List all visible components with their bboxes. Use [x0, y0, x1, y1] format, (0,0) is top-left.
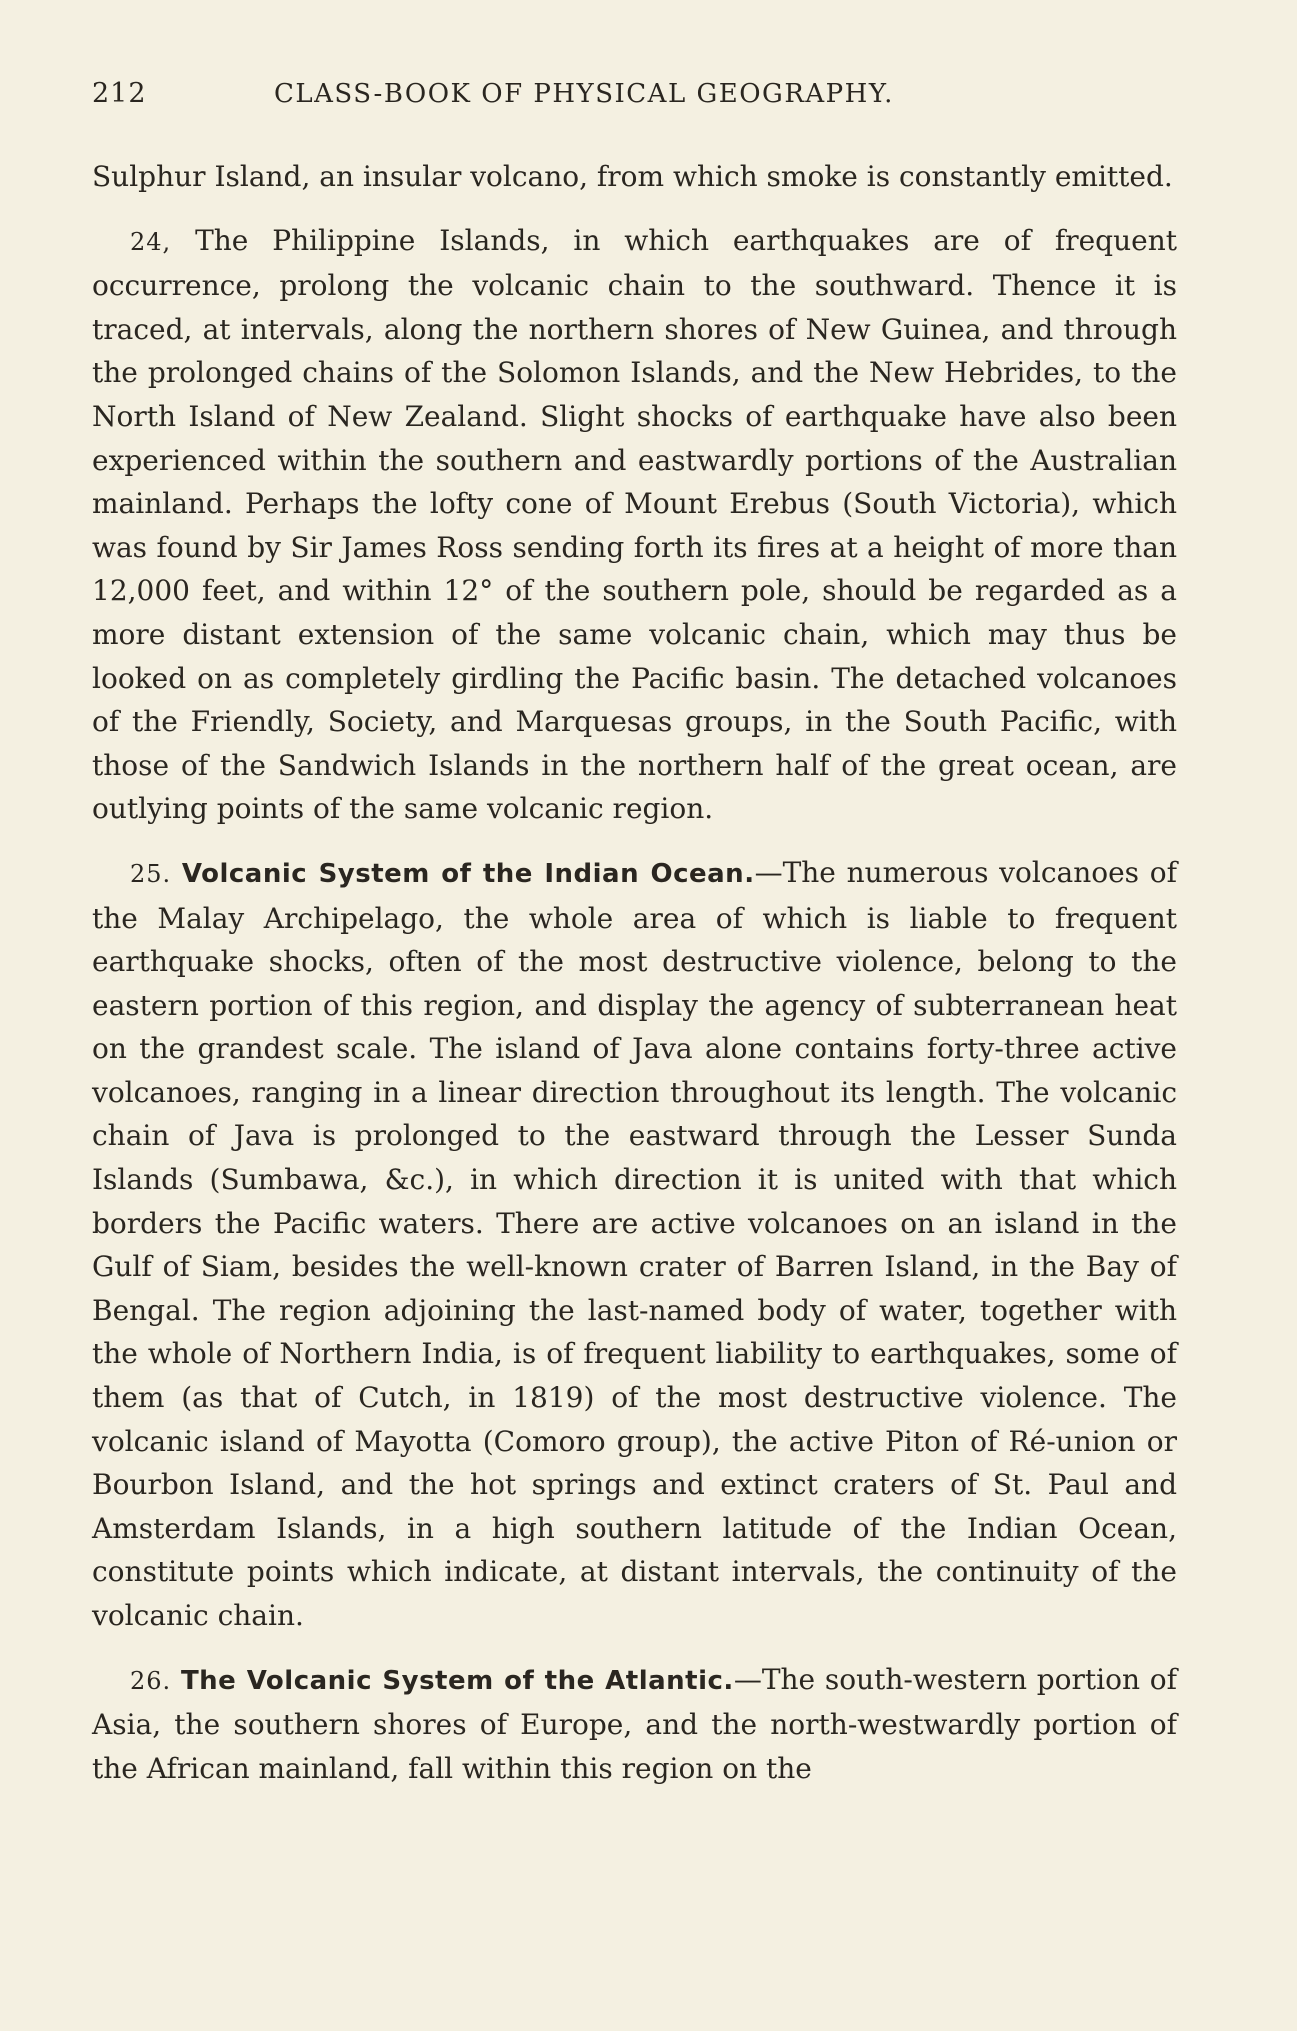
paragraph-text: Sulphur Island, an insular volcano, from which smoke is constantly emitted. [92, 160, 1173, 193]
paragraph-26 [92, 1658, 1177, 1791]
section-heading: The Volcanic System of the Atlantic. [180, 1665, 734, 1696]
paragraph-25 [92, 851, 1177, 1638]
page-number: 212 [92, 78, 147, 109]
paragraph-text: —The numerous volcanoes of the Malay Archipelago, the whole area of which is liable to frequent earthquake shocks, often of the most destructive violence, belong to the eastern portion of this region, and display the agency of subterranean heat on the grandest scale. The island of Java alone contains forty-three active volcanoes, ranging in a linear direction throughout its length. The volcanic chain of Java is prolonged to the eastward through the Lesser Sunda Islands (Sumbawa, &c.), in which direction it is united with that which borders the Pacific waters. There are active volcanoes on an island in the Gulf of Siam, besides the well-known crater of Barren Island, in the Bay of Bengal. The region adjoining the last-named body of water, together with the whole of Northern India, is of frequent liability to earthquakes, some of them (as that of Cutch, in 1819) of the most destructive violence. The volcanic island of Mayotta (Comoro group), the active Piton of Ré-union or Bourbon Island, and the hot springs and extinct craters of St. Paul and Amsterdam Islands, in a high southern latitude of the Indian Ocean, constitute points which indicate, at distant intervals, the continuity of the volcanic chain. [92, 855, 1177, 1632]
running-title: CLASS-BOOK OF PHYSICAL GEOGRAPHY. [274, 79, 894, 109]
paragraph-continuation [92, 155, 1177, 199]
paragraph-number: 24, [130, 227, 172, 256]
paragraph-number: 26. [130, 1666, 172, 1695]
paragraph-text: —The south-western portion of Asia, the southern shores of Europe, and the north-westwardly portion of the African mainland, fall within this region on the [92, 1662, 1177, 1785]
paragraph-number: 25. [130, 859, 172, 888]
paragraph-text: The Philippine Islands, in which earthquakes are of frequent occurrence, prolong the volcanic chain to the southward. Thence it is traced, at intervals, along the northern shores of New Guinea, and through the prolonged chains of the Solomon Islands, and the New Hebrides, to the North Island of New Zealand. Slight shocks of earthquake have also been experienced within the southern and eastwardly portions of the Australian mainland. Perhaps the lofty cone of Mount Erebus (South Victoria), which was found by Sir James Ross sending forth its fires at a height of more than 12,000 feet, and within 12° of the southern pole, should be regarded as a more distant extension of the same volcanic chain, which may thus be looked on as completely girdling the Pacific basin. The detached volcanoes of the Friendly, Society, and Marquesas groups, in the South Pacific, with those of the Sandwich Islands in the northern half of the great ocean, are outlying points of the same volcanic region. [92, 223, 1177, 826]
section-heading: Volcanic System of the Indian Ocean. [181, 858, 755, 889]
paragraph-24 [92, 219, 1177, 831]
running-head [92, 78, 1177, 109]
